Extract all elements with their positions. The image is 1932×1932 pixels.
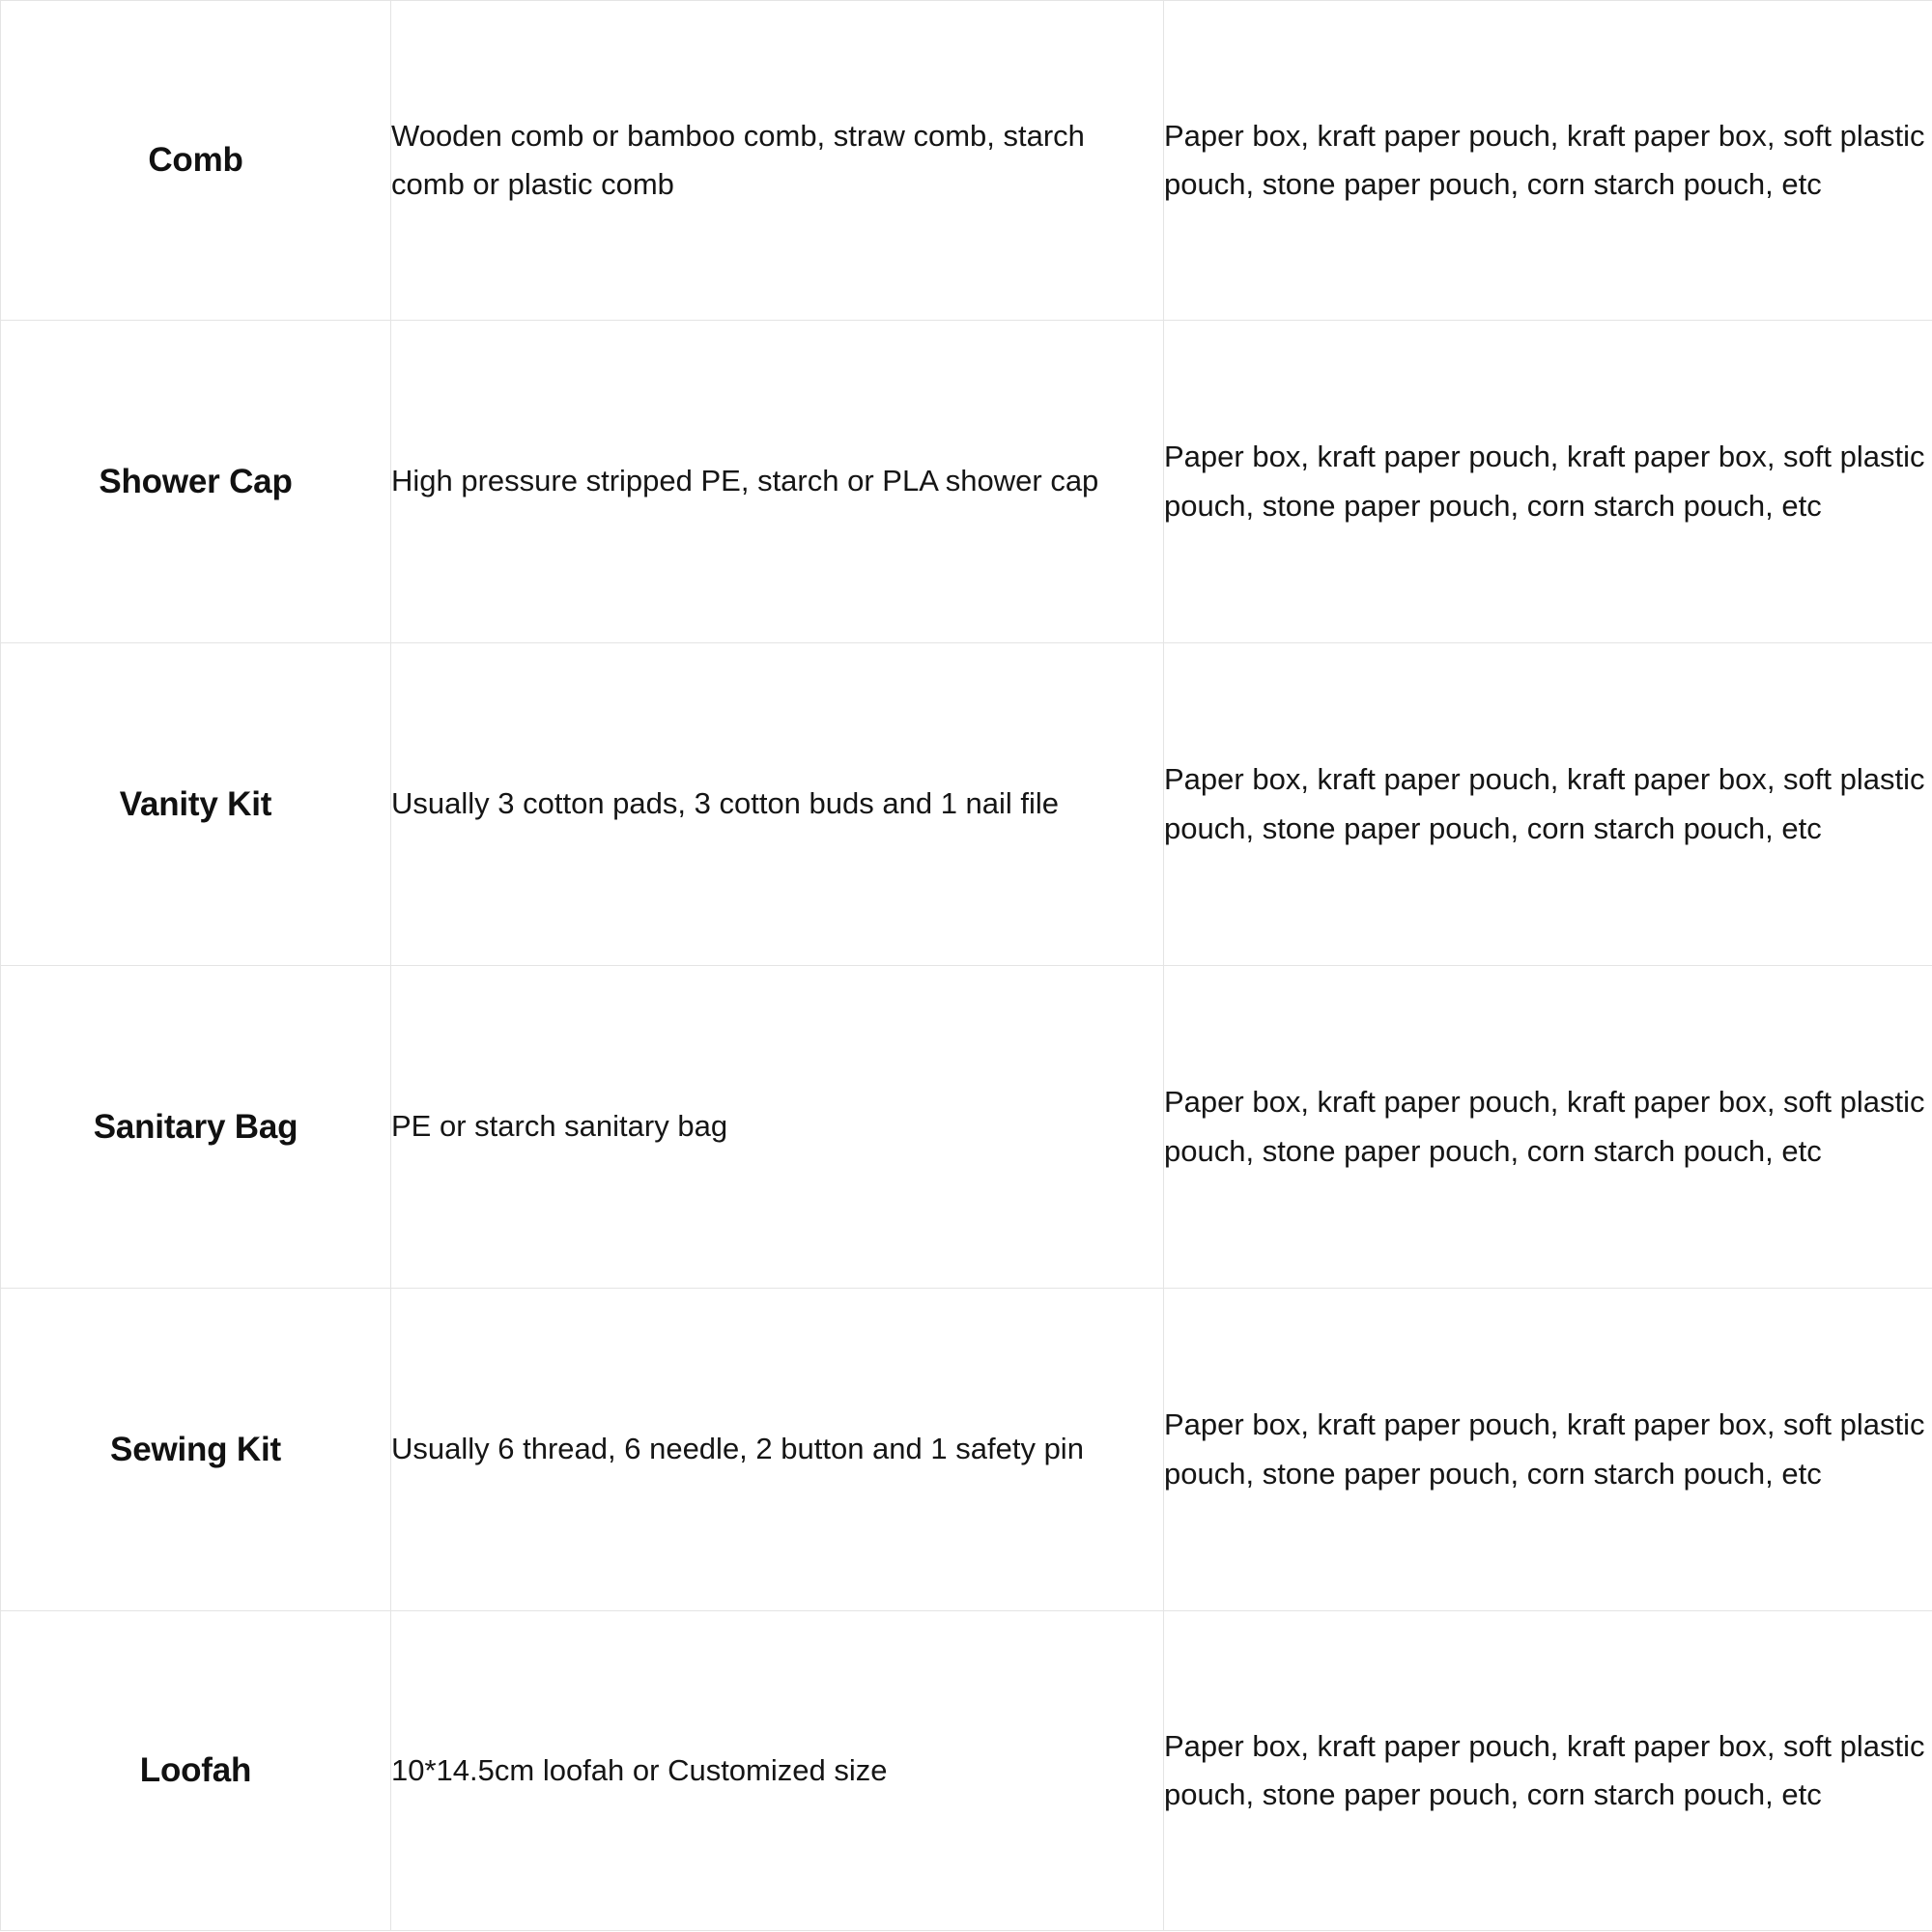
product-spec-cell: Wooden comb or bamboo comb, straw comb, starch comb or plastic comb [391, 1, 1164, 321]
product-name-cell: Vanity Kit [1, 643, 391, 966]
product-spec-cell: High pressure stripped PE, starch or PLA shower cap [391, 321, 1164, 643]
product-name-cell: Loofah [1, 1611, 391, 1931]
table-row [1, 966, 1932, 1289]
product-spec-cell: Usually 3 cotton pads, 3 cotton buds and 1 nail file [391, 643, 1164, 966]
table-row [1, 1, 1932, 321]
table-row [1, 1611, 1932, 1931]
product-packaging-cell: Paper box, kraft paper pouch, kraft paper box, soft plastic pouch, stone paper pouch, corn starch pouch, etc [1164, 643, 1932, 966]
product-packaging-cell: Paper box, kraft paper pouch, kraft paper box, soft plastic pouch, stone paper pouch, corn starch pouch, etc [1164, 321, 1932, 643]
product-name-cell: Comb [1, 1, 391, 321]
table-row [1, 643, 1932, 966]
product-spec-cell: PE or starch sanitary bag [391, 966, 1164, 1289]
product-packaging-cell: Paper box, kraft paper pouch, kraft paper box, soft plastic pouch, stone paper pouch, corn starch pouch, etc [1164, 966, 1932, 1289]
product-packaging-cell: Paper box, kraft paper pouch, kraft paper box, soft plastic pouch, stone paper pouch, corn starch pouch, etc [1164, 1, 1932, 321]
table-row [1, 321, 1932, 643]
product-packaging-cell: Paper box, kraft paper pouch, kraft paper box, soft plastic pouch, stone paper pouch, corn starch pouch, etc [1164, 1611, 1932, 1931]
table-row [1, 1289, 1932, 1611]
product-spec-cell: Usually 6 thread, 6 needle, 2 button and 1 safety pin [391, 1289, 1164, 1611]
product-packaging-cell: Paper box, kraft paper pouch, kraft paper box, soft plastic pouch, stone paper pouch, corn starch pouch, etc [1164, 1289, 1932, 1611]
product-name-cell: Sewing Kit [1, 1289, 391, 1611]
product-name-cell: Shower Cap [1, 321, 391, 643]
product-name-cell: Sanitary Bag [1, 966, 391, 1289]
product-spec-cell: 10*14.5cm loofah or Customized size [391, 1611, 1164, 1931]
